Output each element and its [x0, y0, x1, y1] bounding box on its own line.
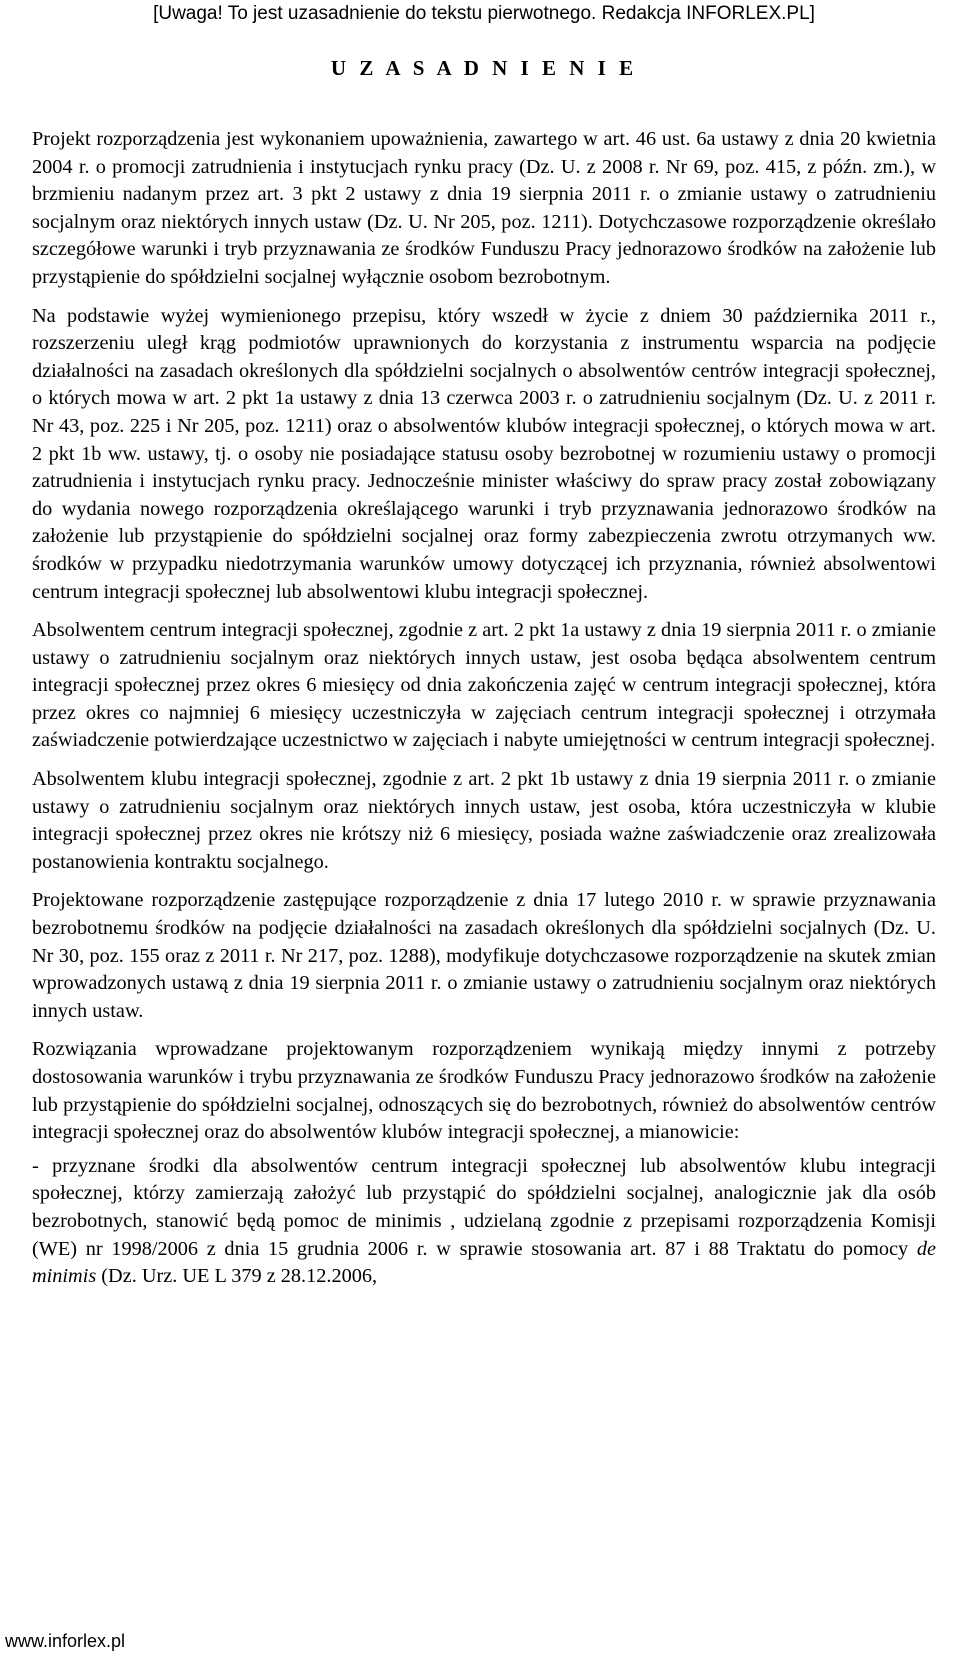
list-item-text-end: (Dz. Urz. UE L 379 z 28.12.2006, [96, 1265, 378, 1288]
paragraph-7-list-item [32, 1153, 936, 1291]
paragraph-1: Projekt rozporządzenia jest wykonaniem upoważnienia, zawartego w art. 46 ust. 6a ustawy z dnia 20 kwietnia 2004 r. o promocji zatrudnienia i instytucjach rynku pracy (Dz. U. z 2008 r. Nr 69, poz. 415, z późn. zm.), w brzmieniu nadanym przez art. 3 pkt 2 ustawy z dnia 19 sierpnia 2011 r. o zmianie ustawy o zatrudnieniu socjalnym oraz niektórych innych ustaw (Dz. U. Nr 205, poz. 1211). Dotychczasowe rozporządzenie określało szczegółowe warunki i tryb przyznawania ze środków Funduszu Pracy jednorazowo środków na założenie lub przystąpienie do spółdzielni socjalnej wyłącznie osobom bezrobotnym. [32, 128, 936, 288]
editorial-note: [Uwaga! To jest uzasadnienie do tekstu pierwotnego. Redakcja INFORLEX.PL] [153, 3, 815, 24]
footer-link[interactable]: www.inforlex.pl [5, 1631, 126, 1651]
document-body [32, 126, 936, 1291]
paragraph-2: Na podstawie wyżej wymienionego przepisu, który wszedł w życie z dniem 30 października 2011 r., rozszerzeniu uległ krąg podmiotów uprawnionych do korzystania z instrumentu wsparcia na podjęcie działalności na zasadach określonych dla spółdzielni socjalnych o absolwentów centrów integracji społecznej, o których mowa w art. 2 pkt 1a ustawy z dnia 13 czerwca 2003 r. o zatrudnieniu socjalnym (Dz. U. z 2011 r. Nr 43, poz. 225 i Nr 205, poz. 1211) oraz o absolwentów klubów integracji społecznej, o których mowa w art. 2 pkt 1b ww. ustawy, tj. o osoby nie posiadające statusu osoby bezrobotnej w rozumieniu ustawy o promocji zatrudnienia i instytucjach rynku pracy. Jednocześnie minister właściwy do spraw pracy został zobowiązany do wydania nowego rozporządzenia określającego warunki i tryb przyznawania jednorazowo środków na założenie lub przystąpienie do spółdzielni socjalnej oraz formy zabezpieczenia zwrotu otrzymanych ww. środków w przypadku niedotrzymania warunków umowy dotyczącej ich przyznania, również absolwentowi centrum integracji społecznej lub absolwentowi klubu integracji społecznej. [32, 304, 936, 603]
paragraph-4: Absolwentem klubu integracji społecznej, zgodnie z art. 2 pkt 1b ustawy z dnia 19 sierpnia 2011 r. o zmianie ustawy o zatrudnieniu socjalnym oraz niektórych innych ustaw, jest osoba, która uczestniczyła w klubie integracji społecznej przez okres nie krótszy niż 6 miesięcy, posiada ważne zaświadczenie oraz zrealizowała postanowienia kontraktu socjalnego. [32, 768, 936, 873]
italic-term: de minimis [32, 1237, 936, 1288]
list-item-text: - przyznane środki dla absolwentów centrum integracji społecznej lub absolwentów klubu integracji społecznej, którzy zamierzają założyć lub przystąpić do spółdzielni socjalnej, analogicznie jak dla osób bezrobotnych, stanowić będą pomoc de minimis , udzielaną zgodnie z przepisami rozporządzenia Komisji (WE) nr 1998/2006 z dnia 15 grudnia 2006 r. w sprawie stosowania art. 87 i 88 Traktatu do pomocy [32, 1154, 936, 1260]
paragraph-6: Rozwiązania wprowadzane projektowanym rozporządzeniem wynikają między innymi z potrzeby dostosowania warunków i trybu przyznawania ze środków Funduszu Pracy jednorazowo środków na założenie lub przystąpienie do spółdzielni socjalnej, odnoszących się do bezrobotnych, również do absolwentów centrów integracji społecznej oraz do absolwentów klubów integracji społecznej, a mianowicie: [32, 1038, 936, 1144]
paragraph-3: Absolwentem centrum integracji społecznej, zgodnie z art. 2 pkt 1a ustawy z dnia 19 sierpnia 2011 r. o zmianie ustawy o zatrudnieniu socjalnym oraz niektórych innych ustaw, jest osoba będąca absolwentem centrum integracji społecznej przez okres 6 miesięcy od dnia zakończenia zajęć w centrum integracji społecznej, która przez okres co najmniej 6 miesięcy uczestniczyła w zajęciach centrum integracji społecznej i otrzymała zaświadczenie potwierdzające uczestnictwo w zajęciach i nabyte umiejętności w centrum integracji społecznej. [32, 619, 936, 752]
paragraph-5: Projektowane rozporządzenie zastępujące rozporządzenie z dnia 17 lutego 2010 r. w sprawie przyznawania bezrobotnemu środków na podjęcie działalności na zasadach określonych dla spółdzielni socjalnych (Dz. U. Nr 30, poz. 155 oraz z 2011 r. Nr 217, poz. 1288), modyfikuje dotychczasowe rozporządzenie na skutek zmian wprowadzonych ustawą z dnia 19 sierpnia 2011 r. o zmianie ustawy o zatrudnieniu socjalnym oraz niektórych innych ustaw. [32, 889, 936, 1022]
document-title: U Z A S A D N I E N I E [330, 56, 638, 80]
